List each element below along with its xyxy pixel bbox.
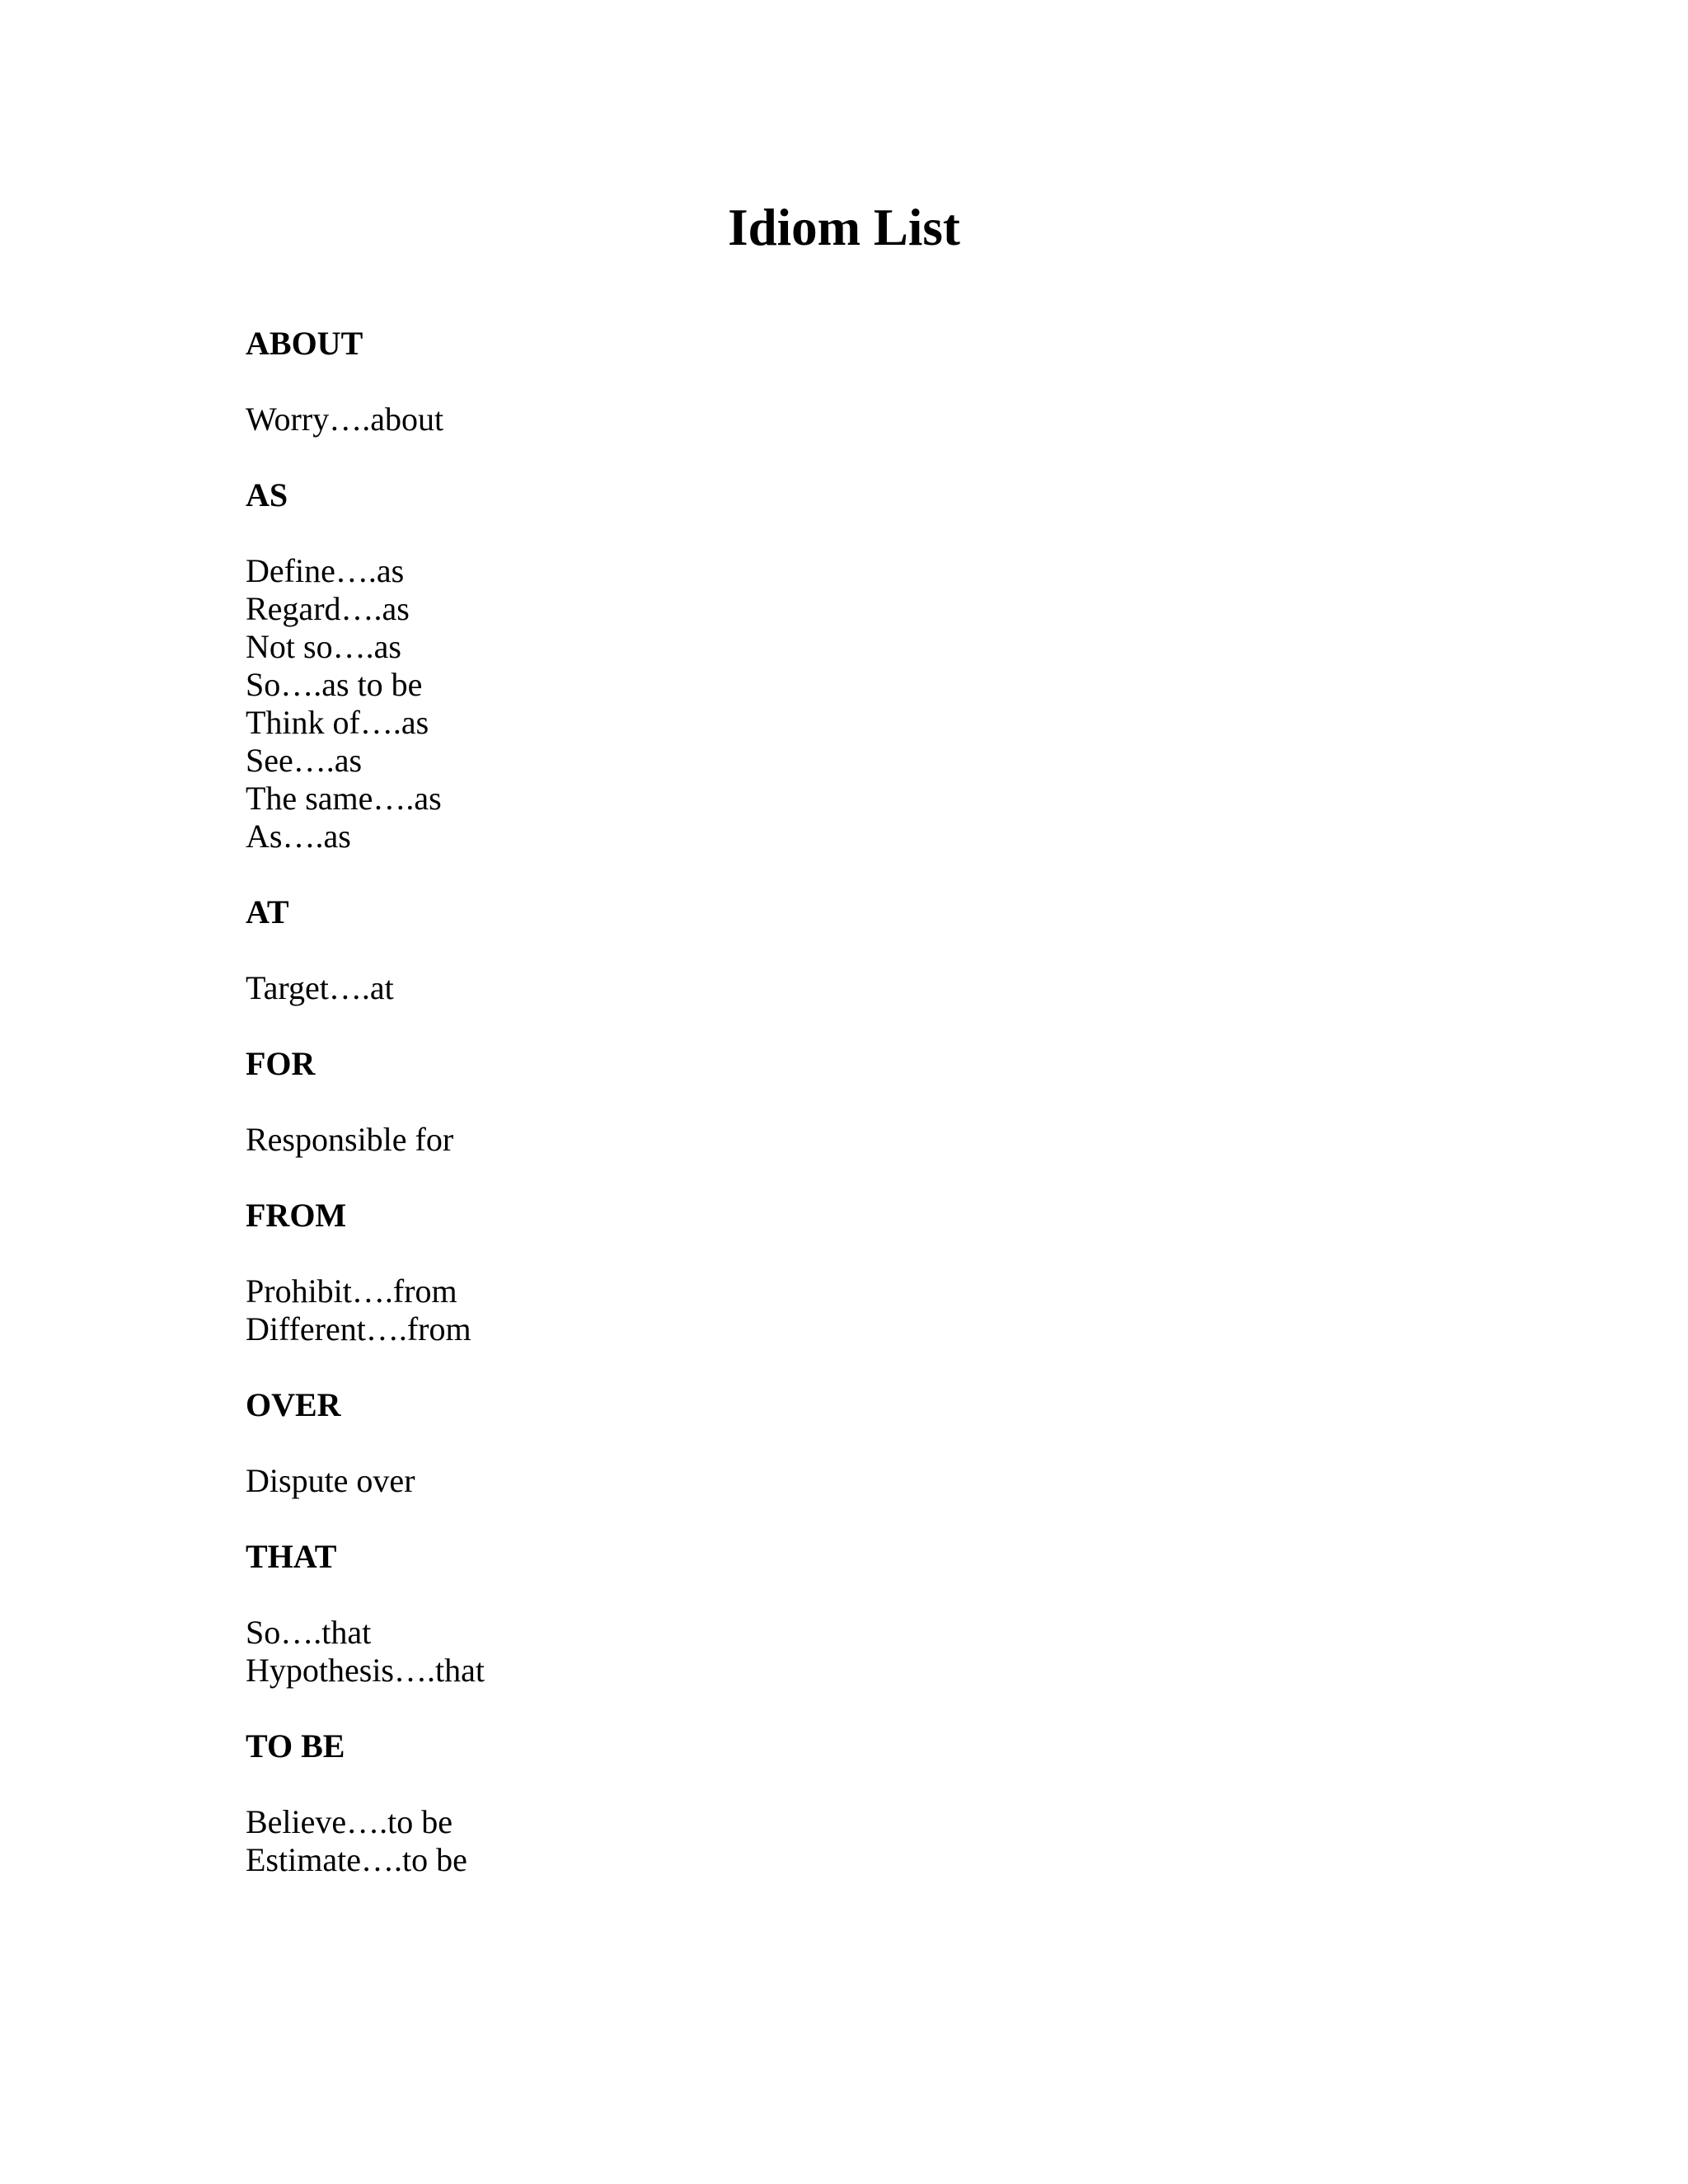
idiom-entries (246, 1462, 1482, 1500)
idiom-section (246, 1045, 1482, 1197)
idiom-entry: Dispute over (246, 1462, 415, 1499)
idiom-section (246, 893, 1482, 1045)
spacer (246, 1576, 1482, 1614)
idiom-section (246, 1727, 1482, 1879)
idiom-entry: Different….from (246, 1310, 471, 1347)
idiom-entry: Target….at (246, 969, 394, 1006)
spacer (246, 1348, 1482, 1386)
spacer (246, 1690, 1482, 1727)
spacer (246, 1159, 1482, 1197)
spacer (246, 931, 1482, 969)
spacer (246, 1235, 1482, 1272)
spacer (246, 1083, 1482, 1121)
idiom-entries (246, 1272, 1482, 1348)
idiom-entries (246, 1614, 1482, 1690)
spacer (246, 1500, 1482, 1538)
idiom-entry: So….that (246, 1614, 372, 1651)
spacer (246, 514, 1482, 552)
idiom-entries (246, 1803, 1482, 1879)
idiom-entry: Estimate….to be (246, 1841, 467, 1878)
spacer (246, 438, 1482, 476)
idiom-entries (246, 969, 1482, 1007)
idiom-entry: Responsible for (246, 1121, 454, 1158)
spacer (246, 1765, 1482, 1803)
spacer (246, 855, 1482, 893)
section-heading: AT (246, 893, 289, 930)
section-heading: THAT (246, 1538, 337, 1575)
idiom-entry: Worry….about (246, 401, 444, 438)
idiom-list (246, 325, 1482, 1879)
idiom-entries (246, 1121, 1482, 1159)
idiom-entry: Define….as (246, 552, 405, 589)
idiom-section (246, 1197, 1482, 1386)
idiom-entry: Believe….to be (246, 1803, 453, 1840)
section-heading: FROM (246, 1197, 347, 1234)
idiom-entry: Prohibit….from (246, 1272, 457, 1310)
section-heading: AS (246, 476, 288, 513)
idiom-entry: The same….as (246, 780, 442, 817)
section-heading: OVER (246, 1386, 341, 1423)
spacer (246, 1007, 1482, 1045)
spacer (246, 363, 1482, 401)
idiom-entry: Think of….as (246, 704, 429, 741)
idiom-entry: See….as (246, 742, 363, 779)
idiom-entry: Not so….as (246, 628, 401, 665)
idiom-entry: Hypothesis….that (246, 1652, 485, 1689)
idiom-section (246, 1538, 1482, 1727)
idiom-entries (246, 552, 1482, 855)
page-title: Idiom List (728, 199, 960, 256)
section-heading: ABOUT (246, 325, 363, 362)
idiom-section (246, 1386, 1482, 1538)
idiom-section (246, 325, 1482, 476)
spacer (246, 1424, 1482, 1462)
idiom-entries (246, 401, 1482, 438)
idiom-section (246, 476, 1482, 893)
section-heading: TO BE (246, 1727, 345, 1765)
idiom-entry: Regard….as (246, 590, 410, 627)
section-heading: FOR (246, 1045, 316, 1082)
idiom-entry: As….as (246, 818, 351, 855)
idiom-entry: So….as to be (246, 666, 423, 703)
